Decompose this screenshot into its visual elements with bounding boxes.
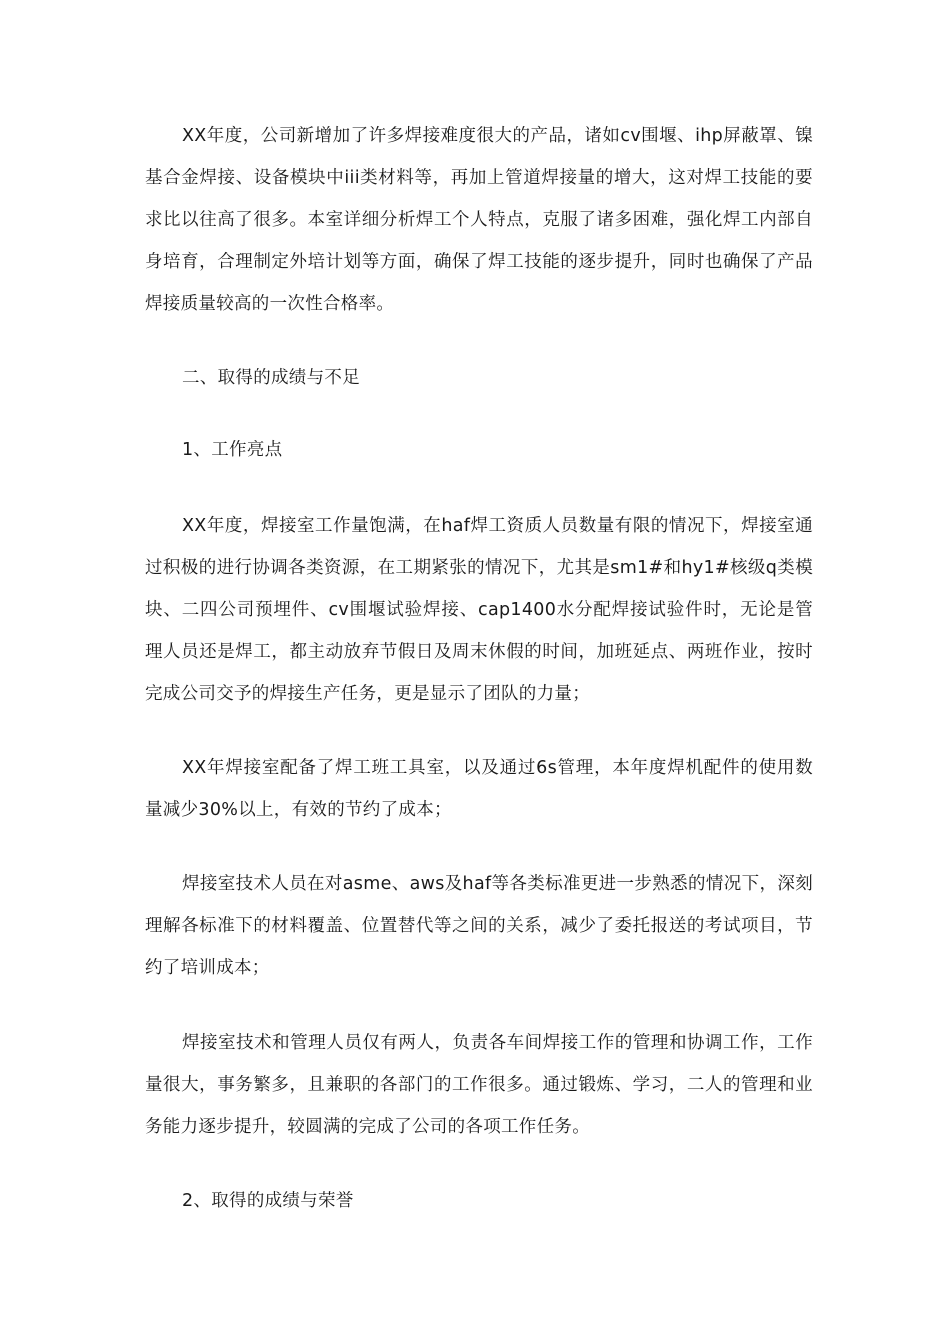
paragraph-welding-difficulty: XX年度，公司新增加了许多焊接难度很大的产品，诸如cv围堰、ihp屏蔽罩、镍基合金焊接、设备模块中iii类材料等，再加上管道焊接量的增大，这对焊工技能的要求比以往高了很多。本室详细分析焊工个人特点，克服了诸多困难，强化焊工内部自身培育，合理制定外培计划等方面，确保了焊工技能的逐步提升，同时也确保了产品焊接质量较高的一次性合格率。 <box>145 126 813 314</box>
paragraph-tool-room: XX年焊接室配备了焊工班工具室，以及通过6s管理，本年度焊机配件的使用数量减少30%以上，有效的节约了成本； <box>145 758 813 820</box>
paragraph-workload: XX年度，焊接室工作量饱满，在haf焊工资质人员数量有限的情况下，焊接室通过积极的进行协调各类资源，在工期紧张的情况下，尤其是sm1#和hy1#核级q类模块、二四公司预埋件、cv围堰试验焊接、cap1400水分配焊接试验件时，无论是管理人员还是焊工，都主动放弃节假日及周末休假的时间，加班延点、两班作业，按时完成公司交予的焊接生产任务，更是显示了团队的力量； <box>145 516 813 704</box>
subsection-heading-work-highlights: 1、工作亮点 <box>182 440 283 460</box>
paragraph-standards: 焊接室技术人员在对asme、aws及haf等各类标准更进一步熟悉的情况下，深刻理解各标准下的材料覆盖、位置替代等之间的关系，减少了委托报送的考试项目，节约了培训成本； <box>145 874 813 978</box>
paragraph-management-staff: 焊接室技术和管理人员仅有两人，负责各车间焊接工作的管理和协调工作，工作量很大，事务繁多，且兼职的各部门的工作很多。通过锻炼、学习，二人的管理和业务能力逐步提升，较圆满的完成了公司的各项工作任务。 <box>145 1033 813 1137</box>
subsection-heading-honors: 2、取得的成绩与荣誉 <box>182 1191 354 1211</box>
section-heading-achievements-shortcomings: 二、取得的成绩与不足 <box>182 368 360 388</box>
